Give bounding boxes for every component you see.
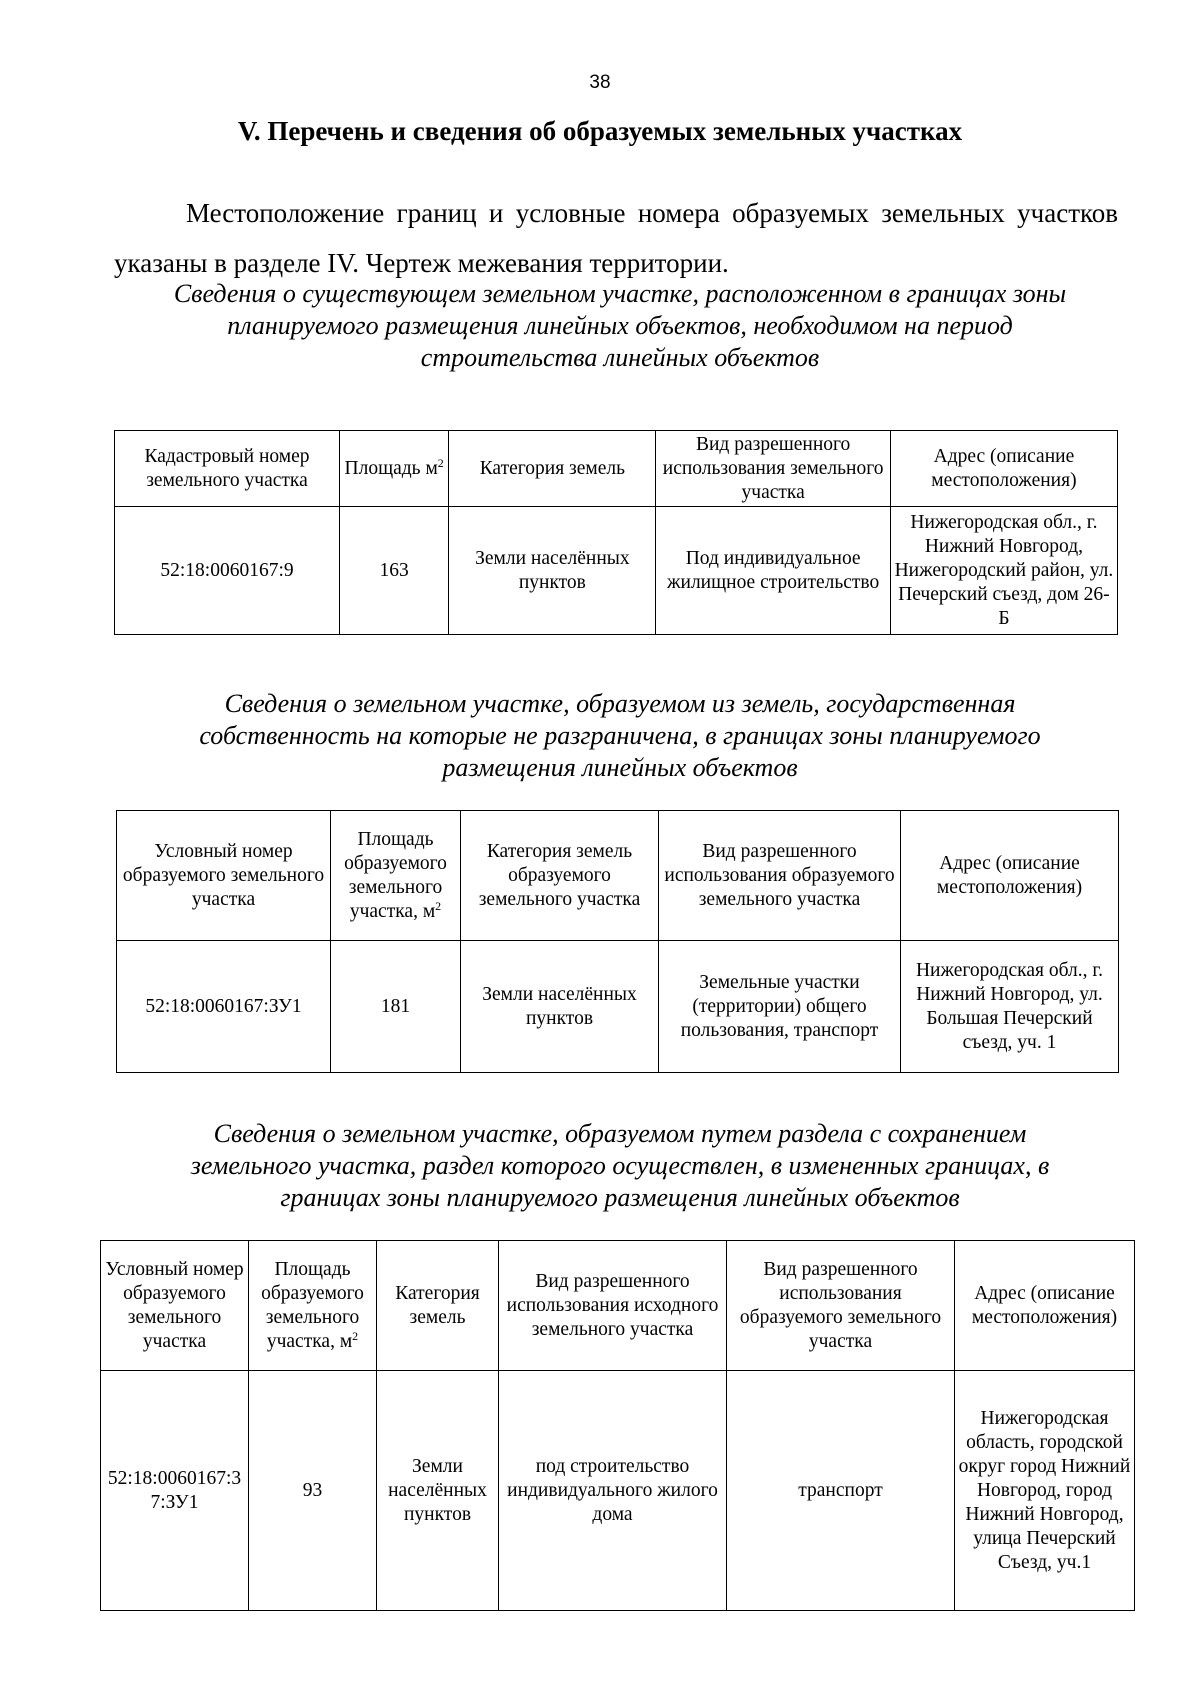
- cell-permitted-use: Под индивидуальное жилищное строительство: [656, 507, 890, 635]
- header-plot-number: Условный номер образуемого земельного участка: [117, 811, 331, 941]
- cell-plot-number: 52:18:0060167:37:ЗУ1: [101, 1371, 249, 1611]
- header-cadastral-number: Кадастровый номер земельного участка: [115, 431, 340, 507]
- header-permitted-use: Вид разрешенного использования образуемого земельного участка: [659, 811, 901, 941]
- section-heading: V. Перечень и сведения об образуемых земельных участках: [237, 116, 963, 146]
- cell-land-category: Земли населённых пунктов: [449, 507, 656, 635]
- table-row: [101, 1371, 1135, 1611]
- header-address: Адрес (описание местоположения): [955, 1241, 1135, 1371]
- table-row: [117, 941, 1119, 1073]
- header-land-category: Категория земель: [377, 1241, 499, 1371]
- header-address: Адрес (описание местоположения): [901, 811, 1119, 941]
- table-header-row: [117, 811, 1119, 941]
- cell-address: Нижегородская обл., г. Нижний Новгород, Нижегородский район, ул. Печерский съезд, дом 26-Б: [890, 507, 1117, 635]
- state-land-plot-table: [116, 810, 1119, 1073]
- header-area: Площадь образуемого земельного участка, $м^2$: [249, 1241, 377, 1371]
- page-number: 38: [589, 72, 611, 93]
- cell-formed-use: транспорт: [727, 1371, 955, 1611]
- cell-plot-number: 52:18:0060167:ЗУ1: [117, 941, 331, 1073]
- table1-caption: [100, 278, 1140, 374]
- caption-line: Сведения о земельном участке, образуемом путем раздела с сохранением: [213, 1119, 1027, 1148]
- table-header-row: [115, 431, 1118, 507]
- header-source-use: Вид разрешенного использования исходного земельного участка: [499, 1241, 727, 1371]
- caption-line: границах зоны планируемого размещения линейных объектов: [280, 1183, 960, 1212]
- caption-line: Сведения о земельном участке, образуемом из земель, государственная: [224, 689, 1016, 718]
- cell-source-use: под строительство индивидуального жилого дома: [499, 1371, 727, 1611]
- intro-paragraph: Местоположение границ и условные номера образуемых земельных участков указаны в разделе IV. Чертеж межевания территории.: [114, 198, 1118, 278]
- cell-area: 93: [249, 1371, 377, 1611]
- header-formed-use: Вид разрешенного использования образуемого земельного участка: [727, 1241, 955, 1371]
- cell-cadastral-number: 52:18:0060167:9: [115, 507, 340, 635]
- table3-caption: [100, 1118, 1140, 1214]
- cell-permitted-use: Земельные участки (территории) общего пользования, транспорт: [659, 941, 901, 1073]
- cell-address: Нижегородская область, городской округ город Нижний Новгород, город Нижний Новгород, улица Печерский Съезд, уч.1: [955, 1371, 1135, 1611]
- cell-land-category: Земли населённых пунктов: [461, 941, 659, 1073]
- caption-line: планируемого размещения линейных объектов, необходимом на период: [227, 311, 1013, 340]
- header-area: Площадь образуемого земельного участка, $м^2$: [331, 811, 461, 941]
- existing-plot-table: [114, 430, 1118, 635]
- cell-area: 181: [331, 941, 461, 1073]
- header-area: Площадь $м^2$: [339, 431, 448, 507]
- table2-caption: [100, 688, 1140, 784]
- caption-line: собственность на которые не разграничена, в границах зоны планируемого: [199, 721, 1041, 750]
- table-row: [115, 507, 1118, 635]
- caption-line: земельного участка, раздел которого осуществлен, в измененных границах, в: [190, 1151, 1050, 1180]
- cell-address: Нижегородская обл., г. Нижний Новгород, ул. Большая Печерский съезд, уч. 1: [901, 941, 1119, 1073]
- header-address: Адрес (описание местоположения): [890, 431, 1117, 507]
- header-land-category: Категория земель: [449, 431, 656, 507]
- header-plot-number: Условный номер образуемого земельного участка: [101, 1241, 249, 1371]
- caption-line: размещения линейных объектов: [442, 753, 798, 782]
- cell-area: 163: [339, 507, 448, 635]
- table-header-row: [101, 1241, 1135, 1371]
- header-land-category: Категория земель образуемого земельного участка: [461, 811, 659, 941]
- cell-land-category: Земли населённых пунктов: [377, 1371, 499, 1611]
- header-permitted-use: Вид разрешенного использования земельного участка: [656, 431, 890, 507]
- caption-line: строительства линейных объектов: [420, 343, 820, 372]
- caption-line: Сведения о существующем земельном участке, расположенном в границах зоны: [173, 279, 1067, 308]
- divided-plot-table: [100, 1240, 1135, 1611]
